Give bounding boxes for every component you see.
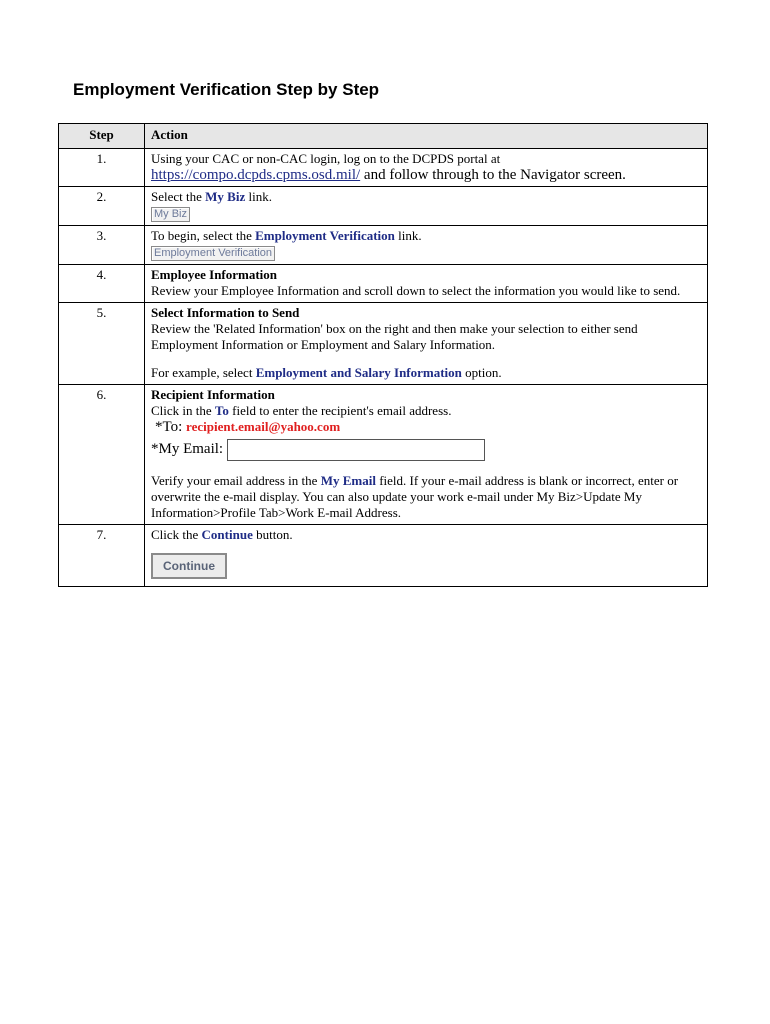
table-row bbox=[59, 385, 708, 525]
my-biz-link-button[interactable]: My Biz bbox=[151, 207, 190, 222]
step-number: 6. bbox=[59, 385, 145, 525]
step-heading: Employee Information bbox=[151, 267, 278, 282]
step-column-header: Step bbox=[59, 124, 145, 149]
step-text: To begin, select the bbox=[151, 228, 256, 243]
step-text: option. bbox=[461, 365, 502, 380]
table-row bbox=[59, 265, 708, 303]
step-text: Review the 'Related Information' box on the right and then make your selection to either send Employment Information or Employment and Salary Information. bbox=[151, 321, 638, 352]
table-row bbox=[59, 226, 708, 265]
action-column-header: Action bbox=[145, 124, 708, 149]
table-row bbox=[59, 525, 708, 587]
step-number: 2. bbox=[59, 187, 145, 226]
to-field-label: To bbox=[214, 403, 229, 418]
my-email-input[interactable] bbox=[227, 439, 485, 461]
step-action bbox=[145, 265, 708, 303]
continue-label: Continue bbox=[201, 527, 253, 542]
step-action bbox=[145, 187, 708, 226]
table-row bbox=[59, 187, 708, 226]
table-row bbox=[59, 149, 708, 187]
step-action bbox=[145, 303, 708, 385]
step-text: Select the bbox=[151, 189, 206, 204]
continue-button[interactable]: Continue bbox=[151, 553, 227, 579]
step-action bbox=[145, 149, 708, 187]
step-text: Click in the bbox=[151, 403, 215, 418]
step-text: field to enter the recipient's email address. bbox=[228, 403, 452, 418]
step-text: Review your Employee Information and scroll down to select the information you would like to send. bbox=[151, 283, 681, 298]
employment-verification-label: Employment Verification bbox=[255, 228, 395, 243]
table-header-row bbox=[59, 124, 708, 149]
step-number: 4. bbox=[59, 265, 145, 303]
step-text: link. bbox=[245, 189, 272, 204]
to-label: *To: bbox=[155, 419, 187, 435]
step-text: link. bbox=[394, 228, 422, 243]
step-number: 3. bbox=[59, 226, 145, 265]
step-number: 1. bbox=[59, 149, 145, 187]
my-email-field-label: My Email bbox=[320, 473, 376, 488]
step-text: and follow through to the Navigator screen. bbox=[360, 167, 626, 183]
step-action bbox=[145, 525, 708, 587]
employment-verification-link-button[interactable]: Employment Verification bbox=[151, 246, 275, 261]
step-action bbox=[145, 226, 708, 265]
my-biz-label: My Biz bbox=[205, 189, 246, 204]
step-heading: Select Information to Send bbox=[151, 305, 300, 320]
step-text: Using your CAC or non-CAC login, log on to the DCPDS portal at bbox=[151, 151, 501, 166]
step-number: 5. bbox=[59, 303, 145, 385]
step-text: Verify your email address in the bbox=[151, 473, 321, 488]
to-email-value[interactable]: recipient.email@yahoo.com bbox=[186, 419, 341, 434]
my-email-label: *My Email: bbox=[151, 440, 224, 457]
table-row bbox=[59, 303, 708, 385]
step-text: Click the bbox=[151, 527, 202, 542]
step-text: For example, select bbox=[151, 365, 256, 380]
dcpds-portal-link[interactable]: https://compo.dcpds.cpms.osd.mil/ bbox=[151, 167, 361, 183]
step-text: button. bbox=[252, 527, 293, 542]
steps-table bbox=[58, 123, 708, 587]
step-text: field. If your e-mail address is blank or incorrect, enter or overwrite the e-mail display. You can also update your work e-mail under My Biz>Update My Information>Profile Tab>Work E-mail Address. bbox=[151, 473, 679, 520]
step-number: 7. bbox=[59, 525, 145, 587]
salary-option-label: Employment and Salary Information bbox=[255, 365, 462, 380]
page-title: Employment Verification Step by Step bbox=[73, 80, 380, 99]
step-heading: Recipient Information bbox=[151, 387, 275, 402]
step-action bbox=[145, 385, 708, 525]
